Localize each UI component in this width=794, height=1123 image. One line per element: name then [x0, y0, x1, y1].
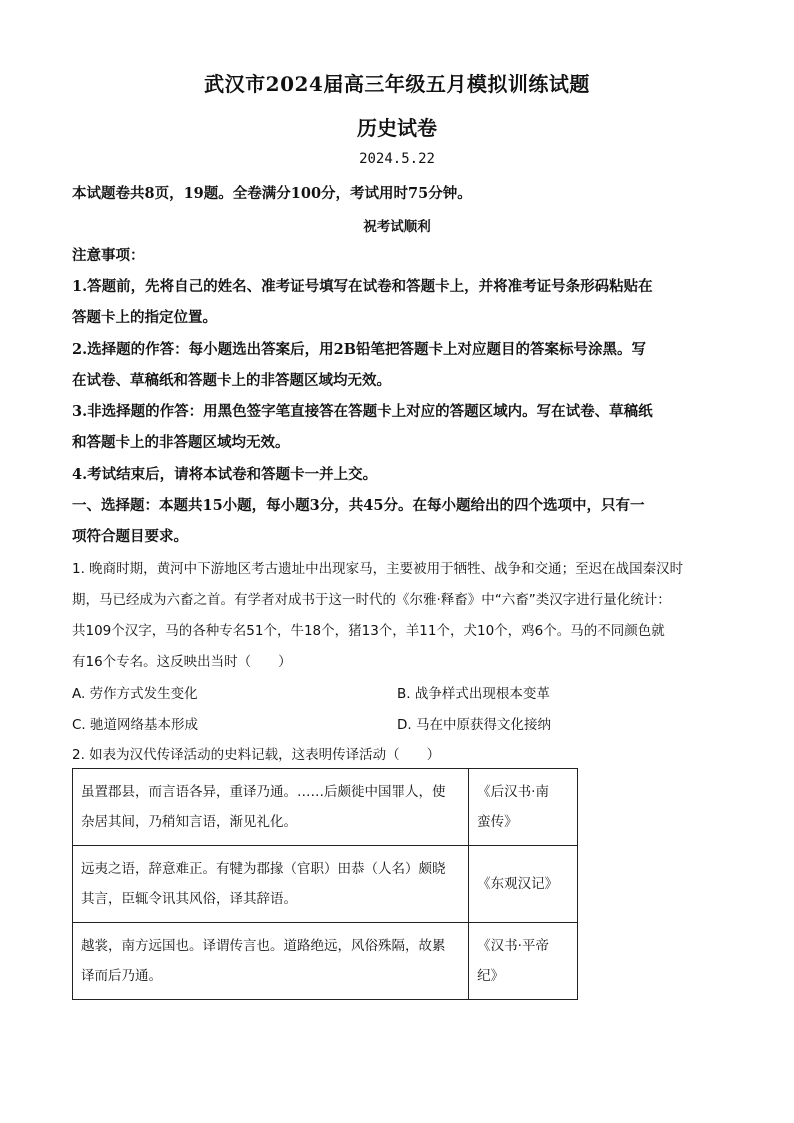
- source-text-line: 远夷之语，辞意难正。有犍为郡掾（官职）田恭（人名）颇晓: [81, 861, 446, 877]
- question-1-option-d: D. 马在中原获得文化接纳: [397, 717, 551, 733]
- source-book-cell: [469, 769, 578, 846]
- source-table: [72, 768, 578, 1000]
- source-book-line: 《汉书·平帝: [477, 938, 549, 954]
- good-luck-text: 祝考试顺利: [363, 219, 431, 235]
- source-text-cell: [73, 769, 469, 846]
- source-book-cell: [469, 846, 578, 923]
- source-text-line: 译而后乃通。: [81, 968, 162, 984]
- question-1-line-3: 共109个汉字，马的各种专名51个，牛18个，猪13个，羊11个，犬10个，鸡6个。马的不同颜色就: [72, 623, 665, 639]
- table-row: [73, 923, 578, 1000]
- source-text-line: 杂居其间，乃稍知言语，渐见礼化。: [81, 814, 297, 830]
- source-book-line: 蛮传》: [477, 814, 518, 830]
- note-1-line-2: 答题卡上的指定位置。: [72, 309, 217, 326]
- exam-date: 2024.5.22: [359, 151, 435, 167]
- note-3-line-1: 3.非选择题的作答：用黑色签字笔直接答在答题卡上对应的答题区域内。写在试卷、草稿纸: [72, 403, 653, 420]
- source-text-line: 虽置郡县，而言语各异，重译乃通。……后颇徙中国罪人，使: [81, 784, 446, 800]
- question-1-line-1: 1. 晚商时期，黄河中下游地区考古遗址中出现家马，主要被用于牺牲、战争和交通；至迟在战国秦汉时: [72, 561, 684, 577]
- note-4: 4.考试结束后，请将本试卷和答题卡一并上交。: [72, 466, 378, 483]
- source-book-line: 纪》: [477, 968, 505, 984]
- source-book-line: 《后汉书·南: [477, 784, 549, 800]
- source-book-cell: [469, 923, 578, 1000]
- note-3-line-2: 和答题卡上的非答题区域均无效。: [72, 434, 290, 451]
- source-text-cell: [73, 923, 469, 1000]
- source-book-line: 《东观汉记》: [477, 876, 559, 892]
- note-1-line-1: 1.答题前，先将自己的姓名、准考证号填写在试卷和答题卡上，并将准考证号条形码粘贴在: [72, 278, 653, 295]
- source-text-line: 越裳，南方远国也。译谓传言也。道路绝远，风俗殊隔，故累: [81, 938, 446, 954]
- question-1-line-2: 期，马已经成为六畜之首。有学者对成书于这一时代的《尔雅·释畜》中“六畜”类汉字进行量化统计：: [72, 592, 671, 608]
- source-text-line: 其言，臣辄令讯其风俗，译其辞语。: [81, 891, 297, 907]
- note-2-line-2: 在试卷、草稿纸和答题卡上的非答题区域均无效。: [72, 372, 391, 389]
- source-text-cell: [73, 846, 469, 923]
- table-row: [73, 769, 578, 846]
- notes-heading: 注意事项：: [72, 247, 145, 264]
- question-1-option-c: C. 驰道网络基本形成: [72, 717, 199, 733]
- question-1-option-a: A. 劳作方式发生变化: [72, 686, 198, 702]
- exam-title: 武汉市2024届高三年级五月模拟训练试题: [204, 72, 590, 96]
- table-row: [73, 846, 578, 923]
- exam-intro: 本试题卷共8页，19题。全卷满分100分，考试用时75分钟。: [72, 185, 472, 202]
- question-1-line-4: 有16个专名。这反映出当时（ ）: [72, 654, 292, 670]
- exam-subtitle: 历史试卷: [357, 116, 437, 140]
- note-2-line-1: 2.选择题的作答：每小题选出答案后，用2B铅笔把答题卡上对应题目的答案标号涂黑。写: [72, 341, 646, 358]
- question-1-option-b: B. 战争样式出现根本变革: [397, 686, 550, 702]
- question-2-stem: 2. 如表为汉代传译活动的史料记载，这表明传译活动（ ）: [72, 747, 441, 763]
- section-1-heading-line-1: 一、选择题：本题共15小题，每小题3分，共45分。在每小题给出的四个选项中，只有一: [72, 497, 645, 514]
- section-1-heading-line-2: 项符合题目要求。: [72, 528, 188, 545]
